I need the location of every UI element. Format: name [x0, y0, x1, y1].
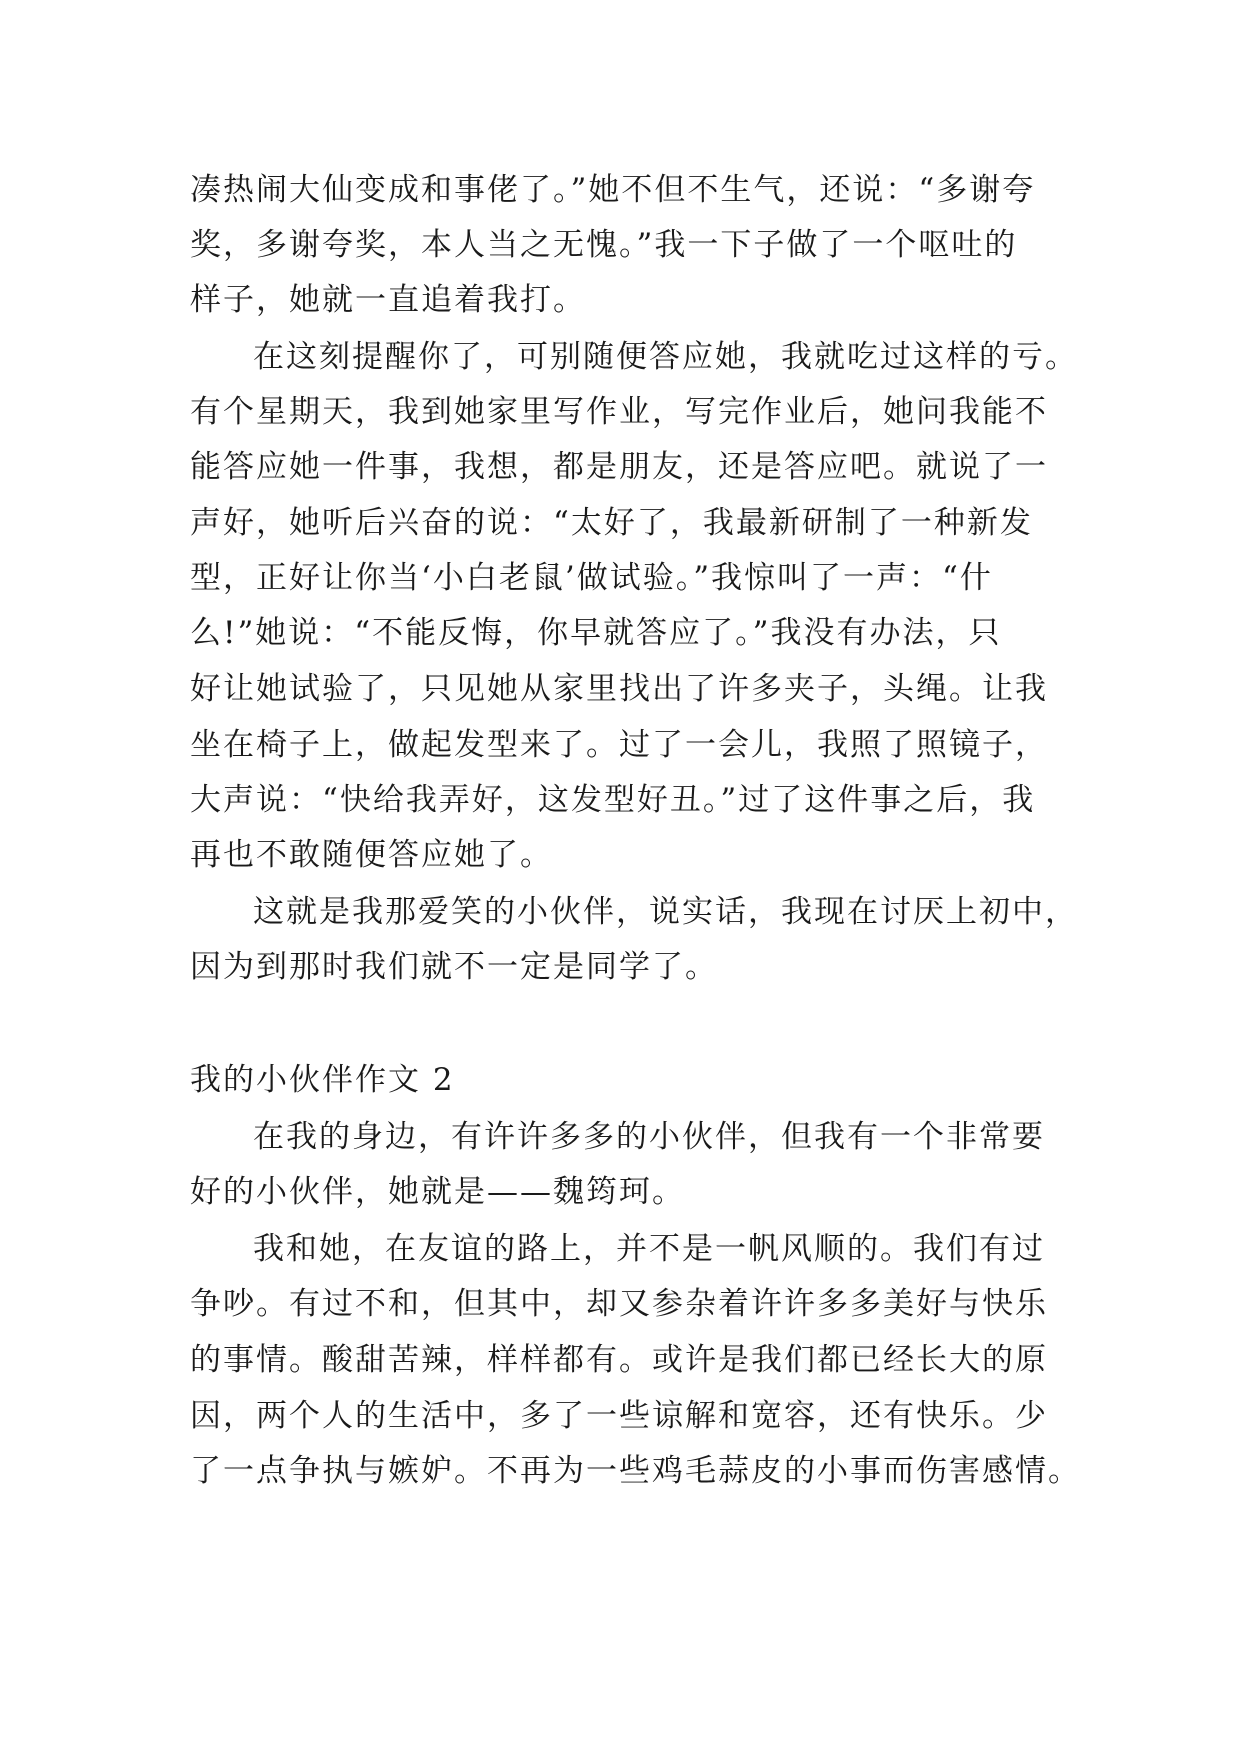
text-line: 好让她试验了，只见她从家里找出了许多夹子，头绳。让我 [190, 671, 1048, 707]
text-line: 型，正好让你当‘小白老鼠’做试验。”我惊叫了一声：“什 [190, 560, 993, 596]
text-line: 能答应她一件事，我想，都是朋友，还是答应吧。就说了一 [190, 449, 1048, 485]
text-line: 因，两个人的生活中，多了一些谅解和宽容，还有快乐。少 [190, 1398, 1048, 1434]
text-line: 凑热闹大仙变成和事佬了。”她不但不生气，还说：“多谢夸 [190, 172, 1036, 208]
text-line: 奖，多谢夸奖，本人当之无愧。”我一下子做了一个呕吐的 [190, 227, 1018, 263]
text-line: 的事情。酸甜苦辣，样样都有。或许是我们都已经长大的原 [190, 1342, 1048, 1378]
paragraph-start-line: 这就是我那爱笑的小伙伴，说实话，我现在讨厌上初中， [253, 894, 1078, 930]
text-line: 了一点争执与嫉妒。不再为一些鸡毛蒜皮的小事而伤害感情。 [190, 1453, 1081, 1489]
text-line: 有个星期天，我到她家里写作业，写完作业后，她问我能不 [190, 394, 1048, 430]
text-line: 因为到那时我们就不一定是同学了。 [190, 949, 718, 985]
text-line: 么!”她说：“不能反悔，你早就答应了。”我没有办法，只 [190, 615, 1002, 651]
paragraph-start-line: 在这刻提醒你了，可别随便答应她，我就吃过这样的亏。 [253, 339, 1078, 375]
section-heading: 我的小伙伴作文 2 [190, 1062, 455, 1098]
text-line: 大声说：“快给我弄好，这发型好丑。”过了这件事之后，我 [190, 782, 1036, 818]
text-line: 好的小伙伴，她就是——魏筠珂。 [190, 1174, 685, 1210]
text-line: 声好，她听后兴奋的说：“太好了，我最新研制了一种新发 [190, 505, 1033, 541]
text-line: 坐在椅子上，做起发型来了。过了一会儿，我照了照镜子， [190, 727, 1048, 763]
text-line: 争吵。有过不和，但其中，却又参杂着许许多多美好与快乐 [190, 1286, 1048, 1322]
paragraph-start-line: 在我的身边，有许许多多的小伙伴，但我有一个非常要 [253, 1119, 1045, 1155]
text-line: 样子，她就一直追着我打。 [190, 282, 586, 318]
paragraph-start-line: 我和她，在友谊的路上，并不是一帆风顺的。我们有过 [253, 1231, 1045, 1267]
text-line: 再也不敢随便答应她了。 [190, 837, 553, 873]
